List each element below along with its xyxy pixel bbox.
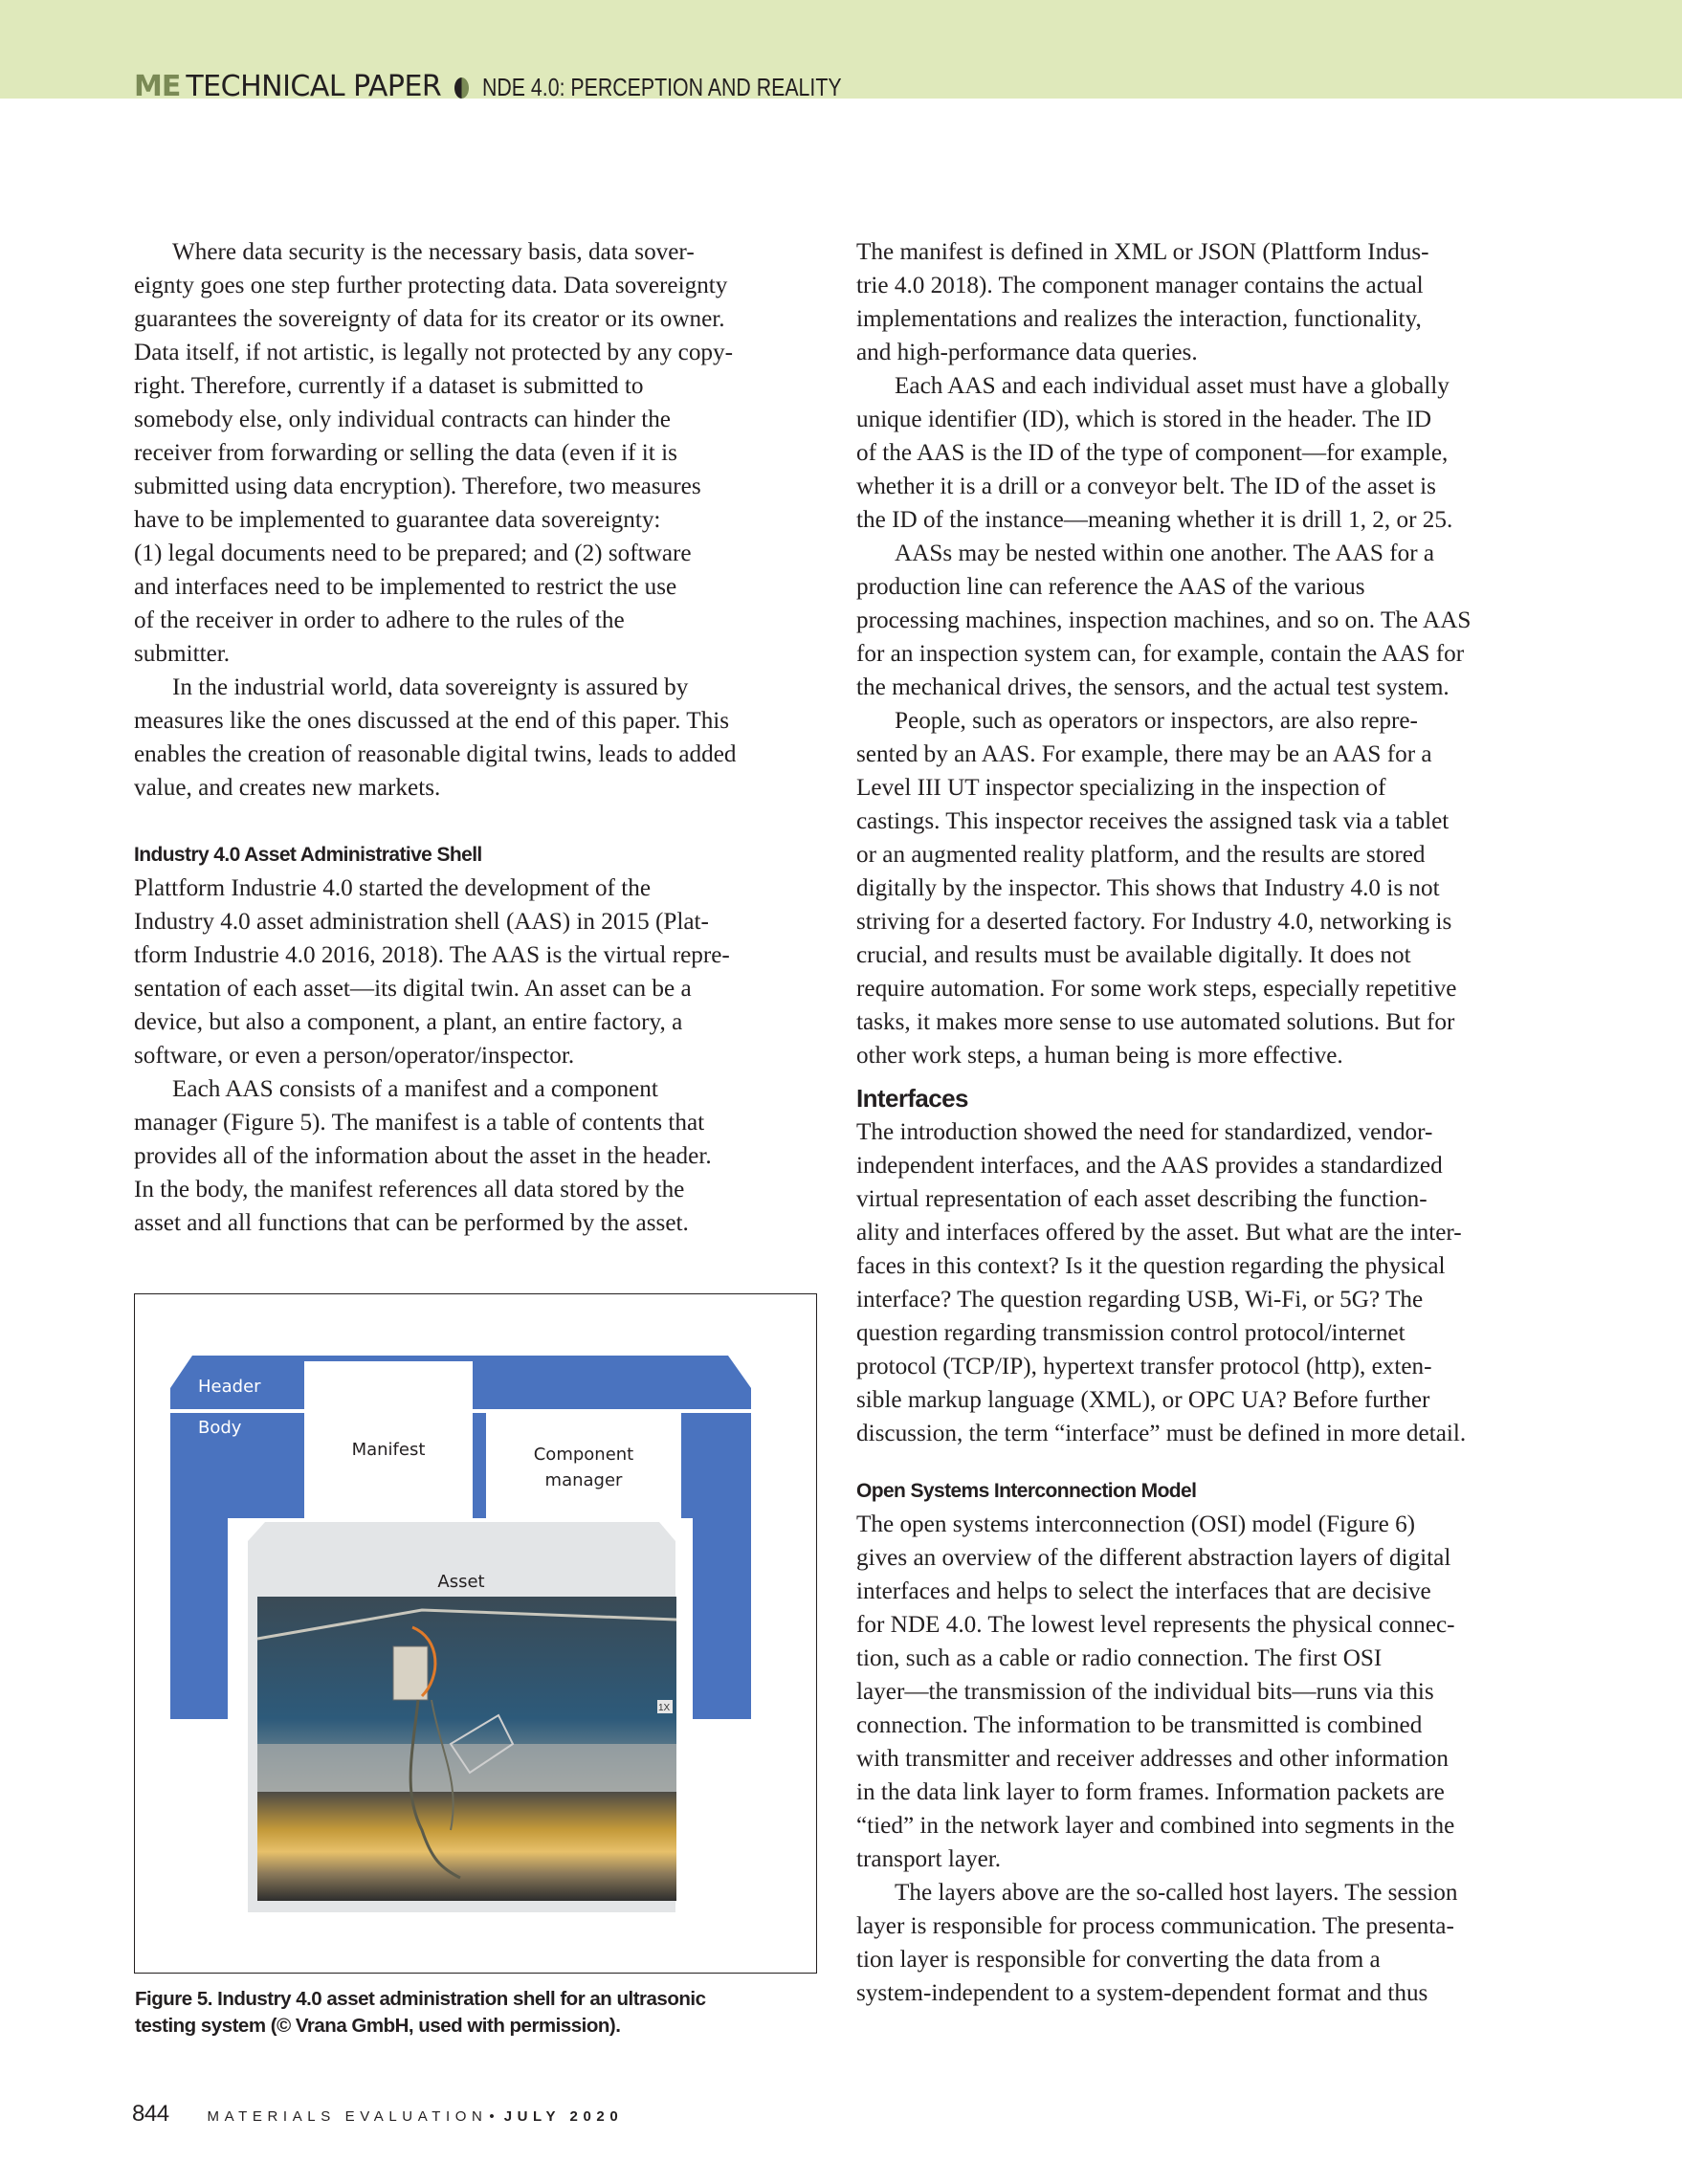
- paragraph: Each AAS consists of a manifest and a component manager (Figure 5). The manifest is a table of contents that provides all of the information about the asset in the header. In the body, the manifest references all data stored by the asset and all functions that can be performed by the asset.: [134, 1076, 712, 1236]
- body-label: Body: [198, 1418, 242, 1438]
- manifest-label: Manifest: [351, 1440, 426, 1460]
- paragraph: The open systems interconnection (OSI) model (Figure 6) gives an overview of the different abstraction layers of digital interfaces and helps to select the interfaces that are decisive for NDE 4.0. The lowest level represents the physical connec- tion, such as a cable or radio connection. The first OSI layer—the transmission of the individual bits—runs via this connection. The information to be transmitted is combined with transmitter and receiver addresses and other information in the data link layer to form frames. Information packets are “tied” in the network layer and combined into segments in the transport layer.: [856, 1511, 1455, 1872]
- spacer: [134, 805, 769, 838]
- header-label: Header: [198, 1377, 261, 1397]
- paragraph: The introduction showed the need for standardized, vendor- independent interfaces, and the AAS provides a standardized virtual representation of each asset describing the function- ality and interfaces offered by the asset. But what are the inter- faces in this context? Is it the question regarding the physical interface? The question regarding USB, Wi-Fi, or 5G? The question regarding transmission control protocol/internet protocol (TCP/IP), hypertext transfer protocol (http), exten- sible markup language (XML), or OPC UA? Before further discussion, the term “interface” must be defined in more detail.: [856, 1119, 1467, 1446]
- section-label: TECHNICAL PAPER: [186, 70, 442, 103]
- paragraph: People, such as operators or inspectors, are also repre- sented by an AAS. For example, there may be an AAS for a Level III UT inspector specializing in the inspection of castings. This inspector receives the assigned task via a tablet or an augmented reality platform, and the results are stored digitally by the inspector. This shows that Industry 4.0 is not striving for a deserted factory. For Industry 4.0, networking is crucial, and results must be available digitally. It does not require automation. For some work steps, especially repetitive tasks, it makes more sense to use automated solutions. But for other work steps, a human being is more effective.: [856, 708, 1457, 1069]
- issue-date: JULY 2020: [503, 2108, 624, 2125]
- figure-5: [134, 1293, 817, 1974]
- paragraph: Where data security is the necessary basis, data sover- eignty goes one step further protecting data. Data sovereignty guarantees the sovereignty of data for its creator or its owner. Data itself, if not artistic, is legally not protected by any copy- right. Therefore, currently if a dataset is submitted to somebody else, only individual contracts can hinder the receiver from forwarding or selling the data (even if it is submitted using data encryption). Therefore, two measures have to be implemented to guarantee data sovereignty: (1) legal documents need to be prepared; and (2) software and interfaces need to be implemented to restrict the use of the receiver in order to adhere to the rules of the submitter.: [134, 239, 734, 667]
- paragraph: Each AAS and each individual asset must have a globally unique identifier (ID), which is stored in the header. The ID of the AAS is the ID of the type of component—for example, whether it is a drill or a conveyor belt. The ID of the asset is the ID of the instance—meaning whether it is drill 1, 2, or 25.: [856, 373, 1453, 533]
- brand-logo: ME: [134, 70, 181, 103]
- svg-text:1X: 1X: [658, 1703, 671, 1713]
- left-column: [134, 235, 769, 1240]
- page-footer: [132, 2101, 623, 2128]
- aas-diagram: [135, 1294, 817, 1974]
- figure-caption: Figure 5. Industry 4.0 asset administration shell for an ultrasonic testing system (© Vrana GmbH, used with permission).: [135, 1988, 706, 2037]
- paragraph: The manifest is defined in XML or JSON (Plattform Indus- trie 4.0 2018). The component manager contains the actual implementations and realizes the interaction, functionality, and high-performance data queries.: [856, 239, 1429, 365]
- paragraph: In the industrial world, data sovereignty is assured by measures like the ones discussed at the end of this paper. This enables the creation of reasonable digital twins, leads to added value, and creates new markets.: [134, 674, 737, 801]
- paragraph: Plattform Industrie 4.0 started the development of the Industry 4.0 asset administration shell (AAS) in 2015 (Plat- tform Industrie 4.0 2016, 2018). The AAS is the virtual repre- sentation of each asset—its digital twin. An asset can be a device, but also a component, a plant, an entire factory, a software, or even a person/operator/inspector.: [134, 875, 730, 1069]
- half-circle-icon: [454, 77, 469, 99]
- paragraph: AASs may be nested within one another. The AAS for a production line can reference the AAS of the various processing machines, inspection machines, and so on. The AAS for an inspection system can, for example, contain the AAS for the mechanical drives, the sensors, and the actual test system.: [856, 540, 1472, 700]
- section-heading: Interfaces: [856, 1084, 968, 1113]
- body-left-pillar: [170, 1518, 228, 1719]
- body-right-pillar: [693, 1518, 751, 1719]
- publication-name: MATERIALS EVALUATION: [207, 2108, 488, 2125]
- series-title: NDE 4.0: PERCEPTION AND REALITY: [482, 73, 842, 101]
- section-heading: Industry 4.0 Asset Administrative Shell: [134, 844, 482, 866]
- spacer: [856, 1450, 1538, 1474]
- section-heading: Open Systems Interconnection Model: [856, 1480, 1197, 1502]
- bullet-separator: •: [489, 2108, 495, 2125]
- running-header: [134, 71, 920, 101]
- page-number: 844: [132, 2101, 169, 2127]
- component-label: Component: [533, 1445, 634, 1465]
- paragraph: The layers above are the so-called host layers. The session layer is responsible for process communication. The presenta- tion layer is responsible for converting the data from a system-independent to a system-dependent format and thus: [856, 1880, 1458, 2006]
- asset-label: Asset: [437, 1572, 485, 1592]
- right-column: [856, 235, 1538, 2010]
- manager-label: manager: [544, 1470, 623, 1490]
